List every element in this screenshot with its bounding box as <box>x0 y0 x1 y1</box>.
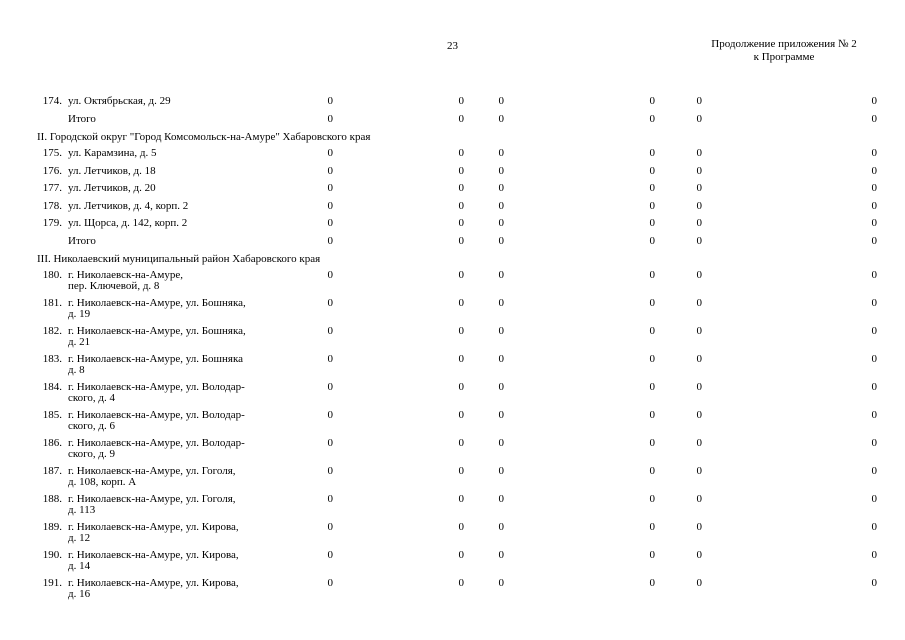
row-number: 182. <box>42 325 62 337</box>
value-cell: 0 <box>696 217 702 229</box>
table-row <box>0 381 905 409</box>
address-line: г. Николаевск-на-Амуре, ул. Гоголя, <box>68 493 236 505</box>
address-line: г. Николаевск-на-Амуре, ул. Володар- <box>68 381 245 393</box>
value-cell: 0 <box>696 493 702 505</box>
value-cell: 0 <box>498 353 504 365</box>
table-row <box>0 521 905 549</box>
value-cell: 0 <box>498 112 504 125</box>
address-line: д. 113 <box>68 504 96 516</box>
address-line: Итого <box>68 234 96 247</box>
table-row <box>0 437 905 465</box>
value-cell: 0 <box>327 297 333 309</box>
value-cell: 0 <box>696 409 702 421</box>
value-cell: 0 <box>871 164 877 177</box>
value-cell: 0 <box>458 409 464 421</box>
address-line: г. Николаевск-на-Амуре, ул. Бошняка, <box>68 297 246 309</box>
value-cell: 0 <box>649 493 655 505</box>
value-cell: 0 <box>649 409 655 421</box>
row-address <box>68 466 313 488</box>
value-cell: 0 <box>458 465 464 477</box>
table-row <box>0 297 905 325</box>
address-line: д. 19 <box>68 308 91 320</box>
value-cell: 0 <box>327 381 333 393</box>
address-line: г. Николаевск-на-Амуре, ул. Бошняка <box>68 353 244 365</box>
value-cell: 0 <box>327 234 333 247</box>
value-cell: 0 <box>458 493 464 505</box>
table-row <box>0 549 905 577</box>
value-cell: 0 <box>458 112 464 125</box>
value-cell: 0 <box>498 234 504 247</box>
row-address <box>68 270 313 292</box>
value-cell: 0 <box>458 182 464 194</box>
value-cell: 0 <box>498 465 504 477</box>
value-cell: 0 <box>649 147 655 159</box>
value-cell: 0 <box>871 577 877 589</box>
address-line: г. Николаевск-на-Амуре, ул. Кирова, <box>68 521 239 533</box>
value-cell: 0 <box>458 95 464 107</box>
address-line: ул. Октябрьская, д. 29 <box>68 95 171 107</box>
value-cell: 0 <box>649 325 655 337</box>
value-cell: 0 <box>327 353 333 365</box>
value-cell: 0 <box>649 112 655 125</box>
value-cell: 0 <box>649 549 655 561</box>
table-row <box>0 182 905 200</box>
table-row <box>0 269 905 297</box>
value-cell: 0 <box>498 577 504 589</box>
table-row <box>0 465 905 493</box>
value-cell: 0 <box>498 217 504 229</box>
value-cell: 0 <box>458 577 464 589</box>
row-address <box>68 236 313 247</box>
value-cell: 0 <box>696 297 702 309</box>
value-cell: 0 <box>327 217 333 229</box>
value-cell: 0 <box>498 269 504 281</box>
value-cell: 0 <box>327 164 333 177</box>
value-cell: 0 <box>458 549 464 561</box>
value-cell: 0 <box>498 381 504 393</box>
value-cell: 0 <box>458 437 464 449</box>
table-row <box>0 147 905 165</box>
value-cell: 0 <box>498 199 504 212</box>
appendix-note-line: Продолжение приложения № 2 <box>711 38 857 50</box>
value-cell: 0 <box>871 199 877 212</box>
address-line: ул. Летчиков, д. 20 <box>68 182 156 194</box>
row-address <box>68 438 313 460</box>
table-row <box>0 165 905 183</box>
appendix-note <box>695 38 873 64</box>
value-cell: 0 <box>696 521 702 533</box>
value-cell: 0 <box>327 112 333 125</box>
value-cell: 0 <box>458 217 464 229</box>
row-address <box>68 298 313 320</box>
value-cell: 0 <box>649 297 655 309</box>
value-cell: 0 <box>458 234 464 247</box>
value-cell: 0 <box>696 353 702 365</box>
row-number: 185. <box>42 409 62 421</box>
value-cell: 0 <box>458 297 464 309</box>
row-number: 191. <box>42 577 62 589</box>
value-cell: 0 <box>871 353 877 365</box>
row-address <box>68 382 313 404</box>
value-cell: 0 <box>871 147 877 159</box>
program-table <box>0 95 905 605</box>
value-cell: 0 <box>871 182 877 194</box>
row-address <box>68 96 313 107</box>
value-cell: 0 <box>696 465 702 477</box>
row-address <box>68 183 313 194</box>
row-number: 187. <box>42 465 62 477</box>
value-cell: 0 <box>696 199 702 212</box>
value-cell: 0 <box>649 199 655 212</box>
row-number: 188. <box>42 493 62 505</box>
value-cell: 0 <box>696 182 702 194</box>
value-cell: 0 <box>696 164 702 177</box>
value-cell: 0 <box>498 297 504 309</box>
section-heading: III. Николаевский муниципальный район Хабаровского края <box>37 253 321 265</box>
value-cell: 0 <box>649 381 655 393</box>
value-cell: 0 <box>649 95 655 107</box>
value-cell: 0 <box>498 521 504 533</box>
address-line: г. Николаевск-на-Амуре, ул. Володар- <box>68 437 245 449</box>
row-address <box>68 218 313 229</box>
address-line: ул. Щорса, д. 142, корп. 2 <box>68 217 188 229</box>
value-cell: 0 <box>696 95 702 107</box>
address-line: д. 8 <box>68 364 85 376</box>
row-address <box>68 494 313 516</box>
row-address <box>68 201 313 212</box>
value-cell: 0 <box>871 493 877 505</box>
value-cell: 0 <box>327 577 333 589</box>
value-cell: 0 <box>498 549 504 561</box>
row-number: 178. <box>42 199 62 212</box>
value-cell: 0 <box>327 493 333 505</box>
value-cell: 0 <box>327 437 333 449</box>
table-row <box>0 409 905 437</box>
address-line: г. Николаевск-на-Амуре, ул. Кирова, <box>68 549 239 561</box>
value-cell: 0 <box>498 325 504 337</box>
value-cell: 0 <box>649 353 655 365</box>
table-row <box>0 493 905 521</box>
value-cell: 0 <box>649 437 655 449</box>
address-line: Итого <box>68 112 96 125</box>
value-cell: 0 <box>649 521 655 533</box>
value-cell: 0 <box>458 164 464 177</box>
address-line: ул. Летчиков, д. 4, корп. 2 <box>68 199 189 212</box>
value-cell: 0 <box>458 147 464 159</box>
row-address <box>68 354 313 376</box>
value-cell: 0 <box>327 521 333 533</box>
address-line: пер. Ключевой, д. 8 <box>68 280 160 292</box>
table-row <box>0 577 905 605</box>
value-cell: 0 <box>696 112 702 125</box>
address-line: ского, д. 9 <box>68 448 116 460</box>
value-cell: 0 <box>327 409 333 421</box>
row-number: 186. <box>42 437 62 449</box>
value-cell: 0 <box>696 437 702 449</box>
value-cell: 0 <box>696 381 702 393</box>
table-row <box>0 95 905 113</box>
value-cell: 0 <box>498 493 504 505</box>
row-number: 189. <box>42 521 62 533</box>
value-cell: 0 <box>649 577 655 589</box>
value-cell: 0 <box>696 269 702 281</box>
value-cell: 0 <box>649 217 655 229</box>
value-cell: 0 <box>327 95 333 107</box>
row-address <box>68 326 313 348</box>
row-number: 190. <box>42 549 62 561</box>
row-number: 184. <box>42 381 62 393</box>
value-cell: 0 <box>871 234 877 247</box>
value-cell: 0 <box>871 465 877 477</box>
row-address <box>68 148 313 159</box>
value-cell: 0 <box>649 164 655 177</box>
row-number: 177. <box>42 182 62 194</box>
table-row <box>0 113 905 131</box>
table-row <box>0 200 905 218</box>
value-cell: 0 <box>696 325 702 337</box>
address-line: г. Николаевск-на-Амуре, <box>68 269 183 281</box>
value-cell: 0 <box>327 549 333 561</box>
value-cell: 0 <box>327 199 333 212</box>
value-cell: 0 <box>498 164 504 177</box>
address-line: ул. Карамзина, д. 5 <box>68 147 157 159</box>
row-number: 181. <box>42 297 62 309</box>
row-address <box>68 578 313 600</box>
value-cell: 0 <box>327 325 333 337</box>
value-cell: 0 <box>696 549 702 561</box>
value-cell: 0 <box>871 217 877 229</box>
value-cell: 0 <box>649 234 655 247</box>
value-cell: 0 <box>696 577 702 589</box>
address-line: д. 16 <box>68 588 91 600</box>
row-number: 175. <box>42 147 62 159</box>
value-cell: 0 <box>458 325 464 337</box>
value-cell: 0 <box>649 182 655 194</box>
row-address <box>68 166 313 177</box>
address-line: д. 108, корп. А <box>68 476 137 488</box>
table-row <box>0 217 905 235</box>
page-number: 23 <box>447 40 458 52</box>
value-cell: 0 <box>871 112 877 125</box>
row-address <box>68 410 313 432</box>
value-cell: 0 <box>327 269 333 281</box>
address-line: г. Николаевск-на-Амуре, ул. Кирова, <box>68 577 239 589</box>
value-cell: 0 <box>871 297 877 309</box>
row-number: 183. <box>42 353 62 365</box>
value-cell: 0 <box>871 381 877 393</box>
section-heading: II. Городской округ "Город Комсомольск-на-Амуре" Хабаровского края <box>37 131 371 143</box>
value-cell: 0 <box>498 147 504 159</box>
address-line: ул. Летчиков, д. 18 <box>68 164 156 177</box>
value-cell: 0 <box>871 95 877 107</box>
appendix-note-line: к Программе <box>753 51 815 63</box>
table-row <box>0 325 905 353</box>
value-cell: 0 <box>458 353 464 365</box>
value-cell: 0 <box>649 465 655 477</box>
table-row <box>0 235 905 253</box>
value-cell: 0 <box>871 549 877 561</box>
address-line: д. 12 <box>68 532 91 544</box>
address-line: г. Николаевск-на-Амуре, ул. Володар- <box>68 409 245 421</box>
value-cell: 0 <box>871 325 877 337</box>
value-cell: 0 <box>498 95 504 107</box>
value-cell: 0 <box>871 521 877 533</box>
value-cell: 0 <box>871 437 877 449</box>
value-cell: 0 <box>458 521 464 533</box>
row-number: 176. <box>42 164 62 177</box>
address-line: г. Николаевск-на-Амуре, ул. Гоголя, <box>68 465 236 477</box>
value-cell: 0 <box>458 269 464 281</box>
value-cell: 0 <box>696 234 702 247</box>
address-line: д. 21 <box>68 336 91 348</box>
value-cell: 0 <box>327 465 333 477</box>
row-address <box>68 114 313 125</box>
value-cell: 0 <box>498 182 504 194</box>
address-line: г. Николаевск-на-Амуре, ул. Бошняка, <box>68 325 246 337</box>
value-cell: 0 <box>327 147 333 159</box>
value-cell: 0 <box>871 409 877 421</box>
address-line: д. 14 <box>68 560 91 572</box>
address-line: ского, д. 4 <box>68 392 116 404</box>
value-cell: 0 <box>498 437 504 449</box>
row-address <box>68 550 313 572</box>
value-cell: 0 <box>871 269 877 281</box>
value-cell: 0 <box>498 409 504 421</box>
row-number: 180. <box>42 269 62 281</box>
value-cell: 0 <box>458 199 464 212</box>
table-row <box>0 353 905 381</box>
row-number: 179. <box>42 217 62 229</box>
value-cell: 0 <box>458 381 464 393</box>
row-address <box>68 522 313 544</box>
row-number: 174. <box>42 95 62 107</box>
value-cell: 0 <box>649 269 655 281</box>
value-cell: 0 <box>327 182 333 194</box>
address-line: ского, д. 6 <box>68 420 116 432</box>
value-cell: 0 <box>696 147 702 159</box>
